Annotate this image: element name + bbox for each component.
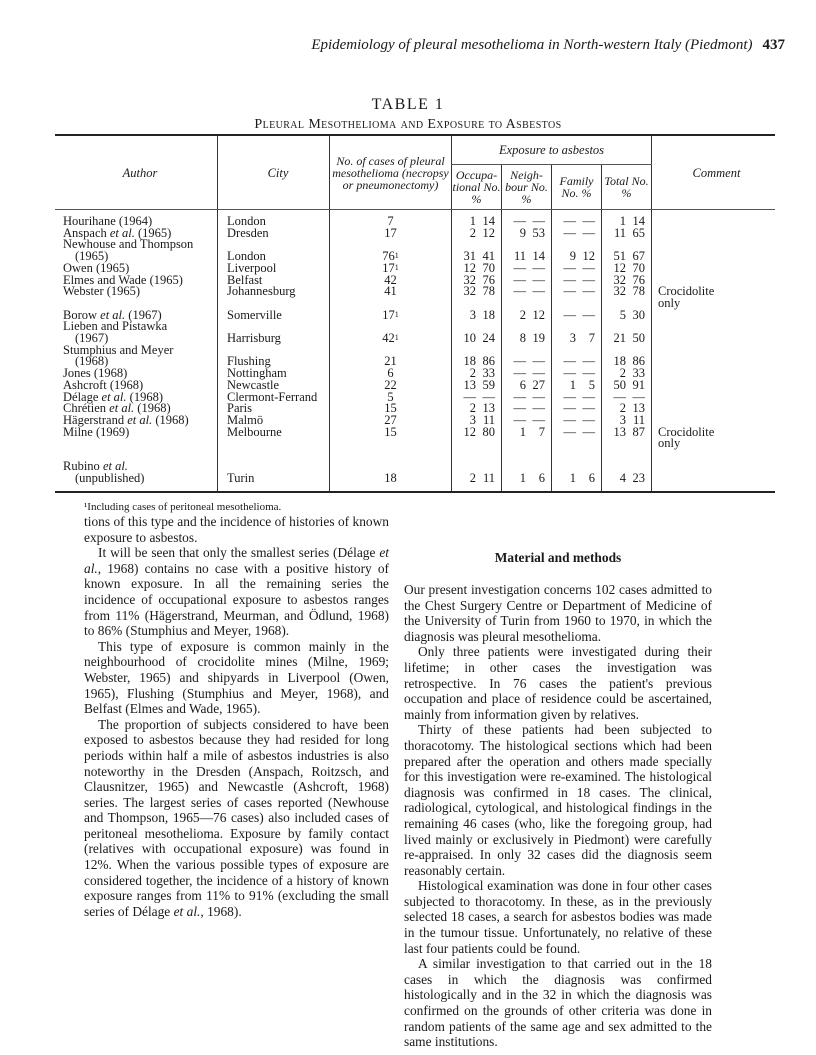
table-caption: Pleural Mesothelioma and Exposure to Asbestos — [254, 117, 562, 132]
comment-cell: Crocidolite only — [652, 427, 776, 450]
header-exposure: Exposure to asbestos — [452, 135, 652, 165]
table-row: Chrétien et al. (1968) Paris 15 2 13 — — — — 2 13 — [55, 403, 775, 415]
paragraph: tions of this type and the incidence of histories of known exposure to asbestos. — [84, 514, 389, 545]
table-row: Hägerstrand et al. (1968) Malmö 27 3 11 — — — — 3 11 — [55, 415, 775, 427]
running-head — [0, 37, 785, 54]
table-row: Rubino et al. (unpublished) Turin 18 2 11 1 6 1 6 4 23 — [55, 450, 775, 492]
table-row: Borow et al. (1967) Somerville $17^1$ 3 18 2 12 — — 5 30 — [55, 310, 775, 322]
paragraph: A similar investigation to that carried out in the 18 cases in which the diagnosis was confirmed histologically and in the 32 in which the diagnosis was confirmed on the grounds of other criteria was done in random patients of the same age and sex admitted to the same institutions. — [404, 956, 712, 1050]
header-city: City — [218, 135, 330, 210]
table-row: Hourihane (1964) London 7 1 14 — — — — 1 14 — [55, 210, 775, 228]
table-footnote: ¹Including cases of peritoneal mesothelioma. — [84, 501, 282, 513]
header-comment: Comment — [652, 135, 776, 210]
table-row: Milne (1969) Melbourne 15 12 80 1 7 — — 13 87 Crocidolite only — [55, 427, 775, 450]
page-number: 437 — [762, 37, 785, 53]
header-occupational: Occupa- tional No. % — [452, 165, 502, 210]
table-row: Anspach et al. (1965) Dresden 17 2 12 9 53 — — 11 65 — [55, 228, 775, 240]
table-label: TABLE 1 — [371, 96, 445, 113]
header-author: Author — [55, 135, 218, 210]
exposure-table — [55, 134, 775, 493]
running-head-title: Epidemiology of pleural mesothelioma in North-western Italy (Piedmont) — [311, 37, 753, 53]
paragraph: Only three patients were investigated during their lifetime; in other cases the investigation was retrospective. In 76 cases the patient's previous occupation and place of residence could be ascertained, mainly from information given by relatives. — [404, 644, 712, 722]
paragraph: This type of exposure is common mainly in the neighbourhood of crocidolite mines (Milne, 1969; Webster, 1965) and shipyards in Liverpool (Owen, 1965), Flushing (Stumphius and Meyer, 1968), and Belfast (Elmes and Wade, 1965). — [84, 638, 389, 717]
table-row: Stumphius and Meyer (1968) Flushing 21 18 86 — — — — 18 86 — [55, 345, 775, 368]
header-cases: No. of cases of pleural mesothelioma (necropsy or pneumonectomy) — [330, 135, 452, 210]
table-row: Lieben and Pistawka (1967) Harrisburg $42^1$ 10 24 8 19 3 7 21 50 — [55, 321, 775, 344]
right-column — [404, 582, 712, 1050]
section-heading: Material and methods — [494, 550, 622, 565]
table-row: Newhouse and Thompson (1965) London $76^1$ 31 41 11 14 9 12 51 67 — [55, 239, 775, 262]
comment-cell: Crocidolite only — [652, 286, 776, 309]
table-row: Jones (1968) Nottingham 6 2 33 — — — — 2 33 — [55, 368, 775, 380]
header-family: Family No. % — [552, 165, 602, 210]
header-neighbour: Neigh- bour No. % — [502, 165, 552, 210]
table-row: Webster (1965) Johannesburg 41 32 78 — — — — 32 78 Crocidolite only — [55, 286, 775, 309]
paragraph: Histological examination was done in four other cases subjected to thoracotomy. In these, as in the previously selected 18 cases, a search for asbestos bodies was made in the tumour tissue. Unfortunately, no relative of these last four patients could be found. — [404, 878, 712, 956]
paragraph: Thirty of these patients had been subjected to thoracotomy. The histological sections which had been prepared after the operation and others made specially for this investigation were re-examined. The histological diagnosis was confirmed in 18 cases. The clinical, radiological, cytological, and histological findings in the remaining 46 cases (who, like the foregoing group, had lived mainly or exclusively in Piedmont) were carefully re-appraised. In only 32 cases did the diagnosis seem reasonably certain. — [404, 722, 712, 878]
table-row: Délage et al. (1968) Clermont-Ferrand 5 — — — — — — — — — [55, 392, 775, 404]
header-total: Total No. % — [602, 165, 652, 210]
table-row: Owen (1965) Liverpool $17^1$ 12 70 — — — — 12 70 — [55, 263, 775, 275]
left-column — [84, 514, 389, 919]
paragraph: It will be seen that only the smallest series (Délage et al., 1968) contains no case with a positive history of known exposure. In all the remaining series the incidence of occupational exposure to asbestos ranges from 11% (Hägerstrand, Meurman, and Ödlund, 1968) to 86% (Stumphius and Meyer, 1968). — [84, 545, 389, 639]
table-row: Elmes and Wade (1965) Belfast 42 32 76 — — — — 32 76 — [55, 275, 775, 287]
paragraph: The proportion of subjects considered to have been exposed to asbestos because they had resided for long periods within half a mile of asbestos industries is also noteworthy in the Dresden (Anspach, Roitzsch, and Clausnitzer, 1965) and Newcastle (Ashcroft, 1968) series. The largest series of cases reported (Newhouse and Thompson, 1965—76 cases) also included cases of peritoneal mesothelioma. Exposure by family contact (relatives with occupational exposure) was found in 12%. When the various possible types of exposure are considered together, the incidence of a history of known exposure ranges from 11% to 91% (excluding the small series of Délage et al., 1968). — [84, 716, 389, 919]
paragraph: Our present investigation concerns 102 cases admitted to the Chest Surgery Centre or Department of Medicine of the University of Turin from 1960 to 1970, in which the diagnosis was pleural mesothelioma. — [404, 582, 712, 644]
table-row: Ashcroft (1968) Newcastle 22 13 59 6 27 1 5 50 91 — [55, 380, 775, 392]
